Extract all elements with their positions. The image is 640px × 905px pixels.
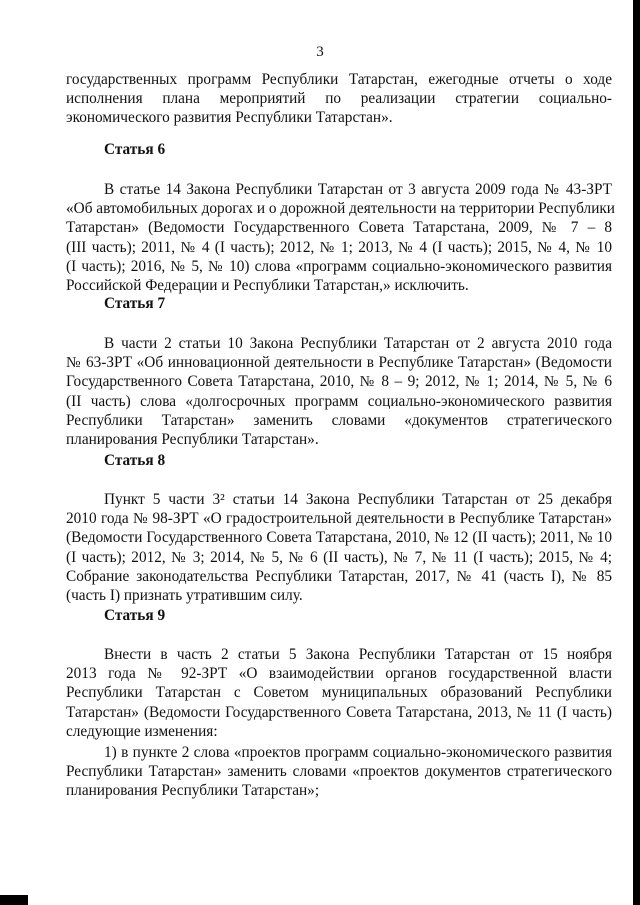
scan-corner-mark — [0, 895, 28, 905]
text-line: Татарстан» (Ведомости Государственного Совета Татарстана, 2009, № 7 – 8 — [66, 219, 612, 237]
article-heading: Статья 8 — [104, 452, 166, 469]
text-line: Внести в часть 2 статьи 5 Закона Республики Татарстан от 15 ноября — [104, 646, 612, 663]
article-heading: Статья 6 — [104, 141, 166, 158]
paragraph — [66, 180, 615, 295]
text-line: Государственного Совета Татарстана, 2010, № 8 – 9; 2012, № 1; 2014, № 5, № 6 — [66, 373, 612, 391]
text-line: Татарстан» (Ведомости Государственного Совета Татарстана, 2013, № 11 (I часть) — [66, 703, 612, 721]
text-line: планирования Республики Татарстан»; — [66, 782, 320, 800]
text-line: (I часть); 2016, № 5, № 10) слова «программ социально-экономического развития — [66, 257, 612, 275]
text-line: «Об автомобильных дорогах и о дорожной деятельности на территории Республики — [66, 200, 615, 218]
text-line: В статье 14 Закона Республики Татарстан от 3 августа 2009 года № 43-ЗРТ — [104, 181, 612, 198]
scan-edge-mark — [633, 0, 640, 905]
text-line: экономического развития Республики Татарстан». — [66, 109, 393, 127]
text-line: (II часть) слова «долгосрочных программ социально-экономического развития — [66, 392, 612, 410]
text-line: Республики Татарстан с Советом муниципальных образований Республики — [66, 684, 612, 702]
text-line: Российской Федерации и Республики Татарстан,» исключить. — [66, 277, 469, 295]
page-number: 3 — [316, 44, 324, 60]
text-line: планирования Республики Татарстан». — [66, 431, 319, 449]
text-line: (III часть); 2011, № 4 (I часть); 2012, № 1; 2013, № 4 (I часть); 2015, № 4, № 10 — [66, 238, 612, 256]
text-line: следующие изменения: — [66, 722, 218, 740]
text-line: (часть I) признать утратившим силу. — [66, 587, 303, 605]
paragraph — [66, 645, 612, 741]
text-line: Собрание законодательства Республики Татарстан, 2017, № 41 (часть I), № 85 — [66, 567, 612, 585]
article-heading: Статья 9 — [104, 607, 166, 624]
text-line: Республики Татарстан» заменить словами «документов стратегического — [66, 411, 612, 429]
paragraph — [66, 334, 612, 449]
text-line: В части 2 статьи 10 Закона Республики Татарстан от 2 августа 2010 года — [104, 335, 612, 352]
text-line: 2013 года № 92-ЗРТ «О взаимодействии органов государственной власти — [66, 665, 612, 683]
text-line: исполнения плана мероприятий по реализации стратегии социально- — [66, 90, 612, 108]
text-line: Пункт 5 части 3² статьи 14 Закона Республики Татарстан от 25 декабря — [104, 491, 612, 508]
paragraph — [66, 490, 612, 605]
text-line: Республики Татарстан» заменить словами «проектов документов стратегического — [66, 763, 612, 781]
text-line: 1) в пункте 2 слова «проектов программ социально-экономического развития — [104, 744, 612, 761]
article-heading: Статья 7 — [104, 295, 166, 312]
text-line: № 63-ЗРТ «Об инновационной деятельности в Республике Татарстан» (Ведомости — [66, 354, 612, 372]
paragraph — [66, 70, 612, 128]
paragraph — [66, 743, 612, 801]
text-line: государственных программ Республики Татарстан, ежегодные отчеты о ходе — [66, 71, 612, 88]
text-line: (Ведомости Государственного Совета Татарстана, 2010, № 12 (II часть); 2011, № 10 — [66, 529, 612, 547]
text-line: 2010 года № 98-ЗРТ «О градостроительной деятельности в Республике Татарстан» — [66, 510, 612, 528]
text-line: (I часть); 2012, № 3; 2014, № 5, № 6 (II часть), № 7, № 11 (I часть); 2015, № 4; — [66, 548, 612, 566]
